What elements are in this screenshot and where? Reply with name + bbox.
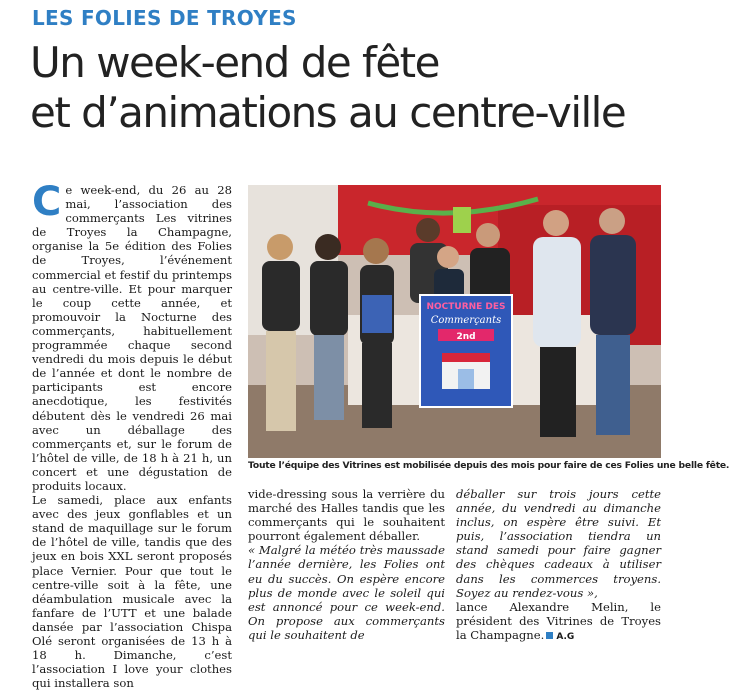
- poster-title-line-1: NOCTURNE DES: [426, 302, 506, 312]
- closing-attribution: [456, 600, 661, 644]
- article-column-3: [456, 487, 661, 644]
- quote-part-1: « Malgré la météo très maussade l’année dernière, les Folies ont eu du succès. On espère encore plus de monde avec le soleil qui est annoncé pour ce week-end. On propose aux commerçants qui le souhaitent de: [248, 543, 445, 642]
- article-headline: [30, 38, 660, 138]
- poster-title-line-2: Commerçants: [430, 315, 502, 326]
- paragraph-saturday: Le samedi, place aux enfants avec des jeux gonflables et un stand de maquillage sur le forum de l’hôtel de ville, tandis que des jeux en bois XXL seront proposés place Vernier. Pour que tout le centre-ville soit à la fête, une déambulation musicale avec la fanfare de l’UTT et une balade dansée par l’association Chispa Olé seront organisées de 13 h à 18 h. Dimanche, c’est l’association I love your clothes qui installera son: [32, 493, 232, 690]
- article-column-2: [248, 487, 445, 642]
- end-mark-icon: [546, 632, 553, 639]
- author-signature: A.G: [556, 631, 575, 642]
- paragraph-intro: e week-end, du 26 au 28 mai, l’association des commerçants Les vitrines de Troyes la Champagne, organise la 5e édition des Folies de Troyes, l’événement commercial et festif du printemps au centre-ville. Et pour marquer le coup cette année, et promouvoir la Nocturne des commerçants, habituellement programmée chaque second vendredi du mois depuis le début de l’année et dont le nombre de participants est encore anecdotique, les festivités débutent dès le vendredi 26 mai avec un déballage des commerçants et, sur le forum de l’hôtel de ville, de 18 h à 21 h, un concert et une dégustation de produits locaux.: [32, 183, 232, 493]
- article-photo: [248, 185, 661, 458]
- quote-part-2: déballer sur trois jours cette année, du vendredi au dimanche inclus, on espère être suivi. Et puis, l’association tiendra un stand samedi pour faire gagner des chèques cadeaux à utiliser dans les commerces troyens. Soyez au rendez-vous »,: [456, 487, 661, 600]
- nocturne-poster: [420, 295, 512, 407]
- photo-caption: Toute l’équipe des Vitrines est mobilisée depuis des mois pour faire de ces Folies une belle fête.: [248, 460, 729, 471]
- paragraph-vide-dressing: vide-dressing sous la verrière du marché des Halles tandis que les commerçants qui le souhaitent pourront également déballer.: [248, 487, 445, 544]
- article-column-1: [32, 179, 232, 690]
- attribution-text: lance Alexandre Melin, le président des Vitrines de Troyes la Champagne.: [456, 599, 661, 642]
- section-kicker: LES FOLIES DE TROYES: [32, 6, 297, 30]
- drop-cap: C: [32, 179, 62, 225]
- headline-line-2: et d’animations au centre-ville: [30, 88, 626, 137]
- team-photo-illustration: [248, 185, 661, 458]
- poster-date: 2nd: [456, 332, 476, 342]
- headline-line-1: Un week-end de fête: [30, 38, 439, 87]
